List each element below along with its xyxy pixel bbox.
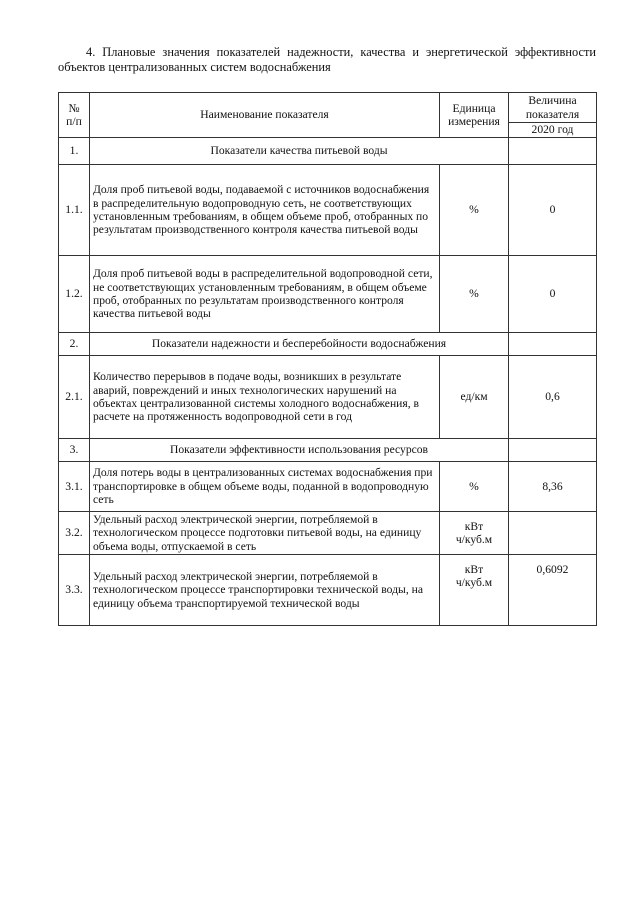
row-num: 3.1.	[59, 462, 90, 512]
row-name: Доля проб питьевой воды в распределительной водопроводной сети, не соответствующих установленным требованиям, в общем объеме проб, отобранных по результатам производственного контроля качества питьевой воды	[90, 256, 440, 333]
section-value-cell	[509, 333, 597, 356]
header-name: Наименование показателя	[90, 93, 440, 138]
section-title: Показатели качества питьевой воды	[90, 138, 509, 165]
row-num: 3.2.	[59, 512, 90, 555]
row-num: 3.3.	[59, 555, 90, 626]
table-row	[59, 165, 597, 256]
row-value	[509, 512, 597, 555]
table-row	[59, 462, 597, 512]
section-num: 3.	[59, 439, 90, 462]
section-value-cell	[509, 138, 597, 165]
row-name: Удельный расход электрической энергии, потребляемой в технологическом процессе транспортировки технической воды, на единицу объема транспортируемой технической воды	[90, 555, 440, 626]
row-value: 0	[509, 165, 597, 256]
section-title: Показатели надежности и бесперебойности водоснабжения	[90, 333, 509, 356]
section-title: Показатели эффективности использования ресурсов	[90, 439, 509, 462]
section-num: 1.	[59, 138, 90, 165]
header-unit: Единица измерения	[440, 93, 509, 138]
row-value: 0,6092	[509, 555, 597, 626]
row-num: 1.2.	[59, 256, 90, 333]
row-unit: кВт ч/куб.м	[440, 555, 509, 626]
heading-line-2: объектов централизованных систем водоснабжения	[58, 60, 331, 74]
row-name: Доля проб питьевой воды, подаваемой с источников водоснабжения в распределительную водопроводную сеть, не соответствующих установленным требованиям, в общем объеме проб, отобранных по результатам производственного контроля качества питьевой воды	[90, 165, 440, 256]
row-num: 1.1.	[59, 165, 90, 256]
row-unit: %	[440, 256, 509, 333]
row-value: 0	[509, 256, 597, 333]
row-unit: %	[440, 462, 509, 512]
header-value: Величина показателя	[509, 93, 597, 123]
row-value: 0,6	[509, 356, 597, 439]
row-value: 8,36	[509, 462, 597, 512]
row-name: Удельный расход электрической энергии, потребляемой в технологическом процессе подготовки питьевой воды, на единицу объема воды, отпускаемой в сеть	[90, 512, 440, 555]
section-row	[59, 333, 597, 356]
section-row	[59, 439, 597, 462]
row-unit: кВт ч/куб.м	[440, 512, 509, 555]
header-num: № п/п	[59, 93, 90, 138]
indicators-table	[58, 92, 597, 626]
section-value-cell	[509, 439, 597, 462]
document-heading	[58, 45, 596, 75]
section-num: 2.	[59, 333, 90, 356]
section-row	[59, 138, 597, 165]
row-unit: %	[440, 165, 509, 256]
table-row	[59, 555, 597, 626]
table-row	[59, 512, 597, 555]
header-year: 2020 год	[509, 123, 597, 138]
table-row	[59, 356, 597, 439]
heading-line-1: 4. Плановые значения показателей надежности, качества и энергетической эффективности	[86, 45, 596, 59]
row-unit: ед/км	[440, 356, 509, 439]
row-name: Количество перерывов в подаче воды, возникших в результате аварий, повреждений и иных технологических нарушений на объектах централизованной системы холодного водоснабжения, в расчете на протяженность водопроводной сети в год	[90, 356, 440, 439]
table-row	[59, 256, 597, 333]
row-num: 2.1.	[59, 356, 90, 439]
row-name: Доля потерь воды в централизованных системах водоснабжения при транспортировке в общем объеме воды, поданной в водопроводную сеть	[90, 462, 440, 512]
